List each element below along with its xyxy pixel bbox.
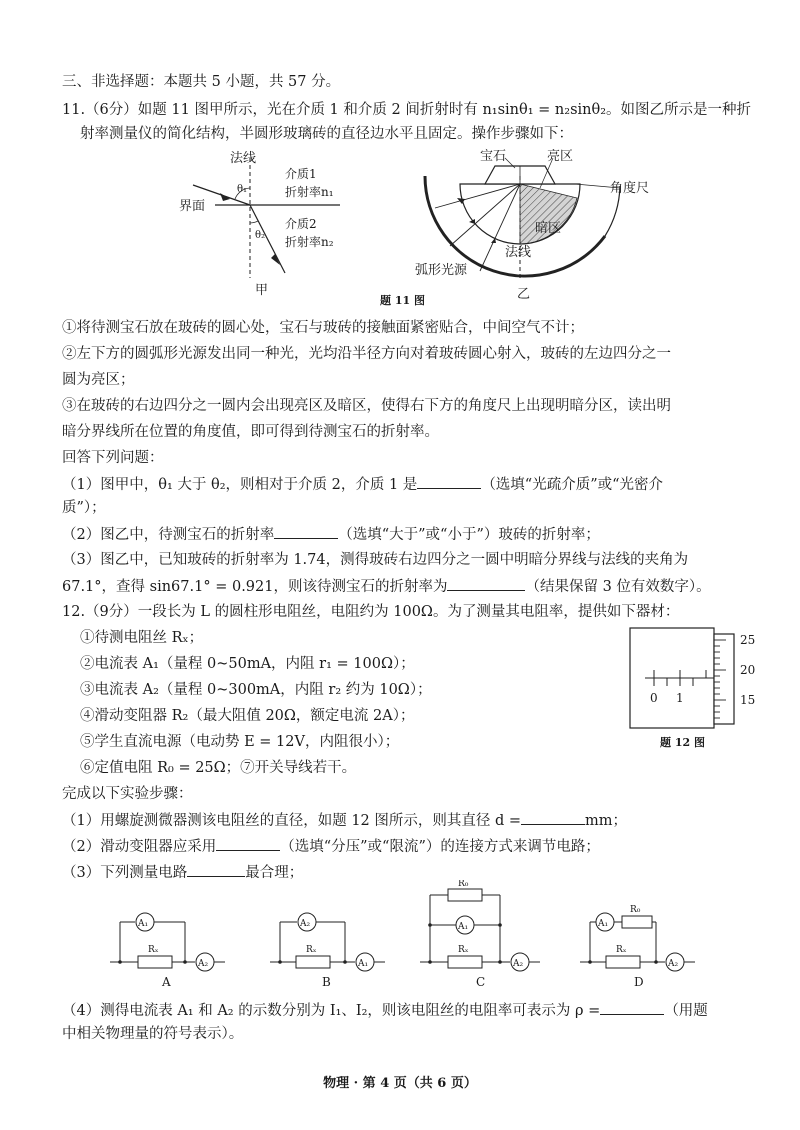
tick-25: 25 xyxy=(740,633,756,647)
q12-s4-text: （4）测得电流表 A₁ 和 A₂ 的示数分别为 I₁、I₂，则该电阻丝的电阻率可表示为 ρ = xyxy=(62,1003,601,1019)
fig-jia-normal-label: 法线 xyxy=(230,151,257,166)
q11-sub3: （3）图乙中，已知玻砖的折射率为 1.74，测得玻砖右边四分之一圆中明暗分界线与法线的夹角为 xyxy=(62,552,689,568)
page-footer: 物理 · 第 4 页（共 6 页） xyxy=(323,1076,477,1091)
q11-sub2-blank[interactable] xyxy=(274,524,338,539)
q11-sub1-text: （1）图甲中，θ₁ 大于 θ₂，则相对于介质 2，介质 1 是 xyxy=(62,477,418,493)
circuit-d-r0 xyxy=(622,916,652,928)
n2-label: 折射率n₂ xyxy=(285,235,334,249)
q12-s2-text: （2）滑动变阻器应采用 xyxy=(62,839,217,855)
circuit-d-label: D xyxy=(634,975,644,989)
q11-step-2: ②左下方的圆弧形光源发出同一种光，光均沿半径方向对着玻砖圆心射入，玻砖的左边四分之一 xyxy=(62,346,671,362)
q12-s1-text: （1）用螺旋测微器测该电阻丝的直径，如题 12 图所示，则其直径 d = xyxy=(62,813,522,829)
theta2-label: θ₂ xyxy=(255,230,266,241)
circuit-c xyxy=(420,880,540,989)
medium2-label: 介质2 xyxy=(285,217,317,231)
circuit-b-rx-label: Rₓ xyxy=(306,945,317,955)
section-header: 三、非选择题：本题共 5 小题，共 57 分。 xyxy=(62,74,341,90)
q11-sub1-text2: （选填“光疏介质”或“光密介 xyxy=(481,477,664,493)
circuit-d-a1-label: A₁ xyxy=(598,919,609,929)
q12-s1-unit: mm； xyxy=(585,813,628,829)
circuit-a xyxy=(110,913,225,989)
circuit-c-r0 xyxy=(448,889,482,901)
circuit-b-rx xyxy=(296,956,330,968)
q12-s1 xyxy=(62,810,627,831)
circuit-b xyxy=(270,913,385,989)
circuit-options xyxy=(100,880,740,1000)
circuit-c-rx-label: Rₓ xyxy=(458,945,469,955)
q11-step-1: ①将待测宝石放在玻砖的圆心处，宝石与玻砖的接触面紧密贴合，中间空气不计； xyxy=(62,320,584,336)
circuit-a-rx xyxy=(138,956,172,968)
q12-item-3: ③电流表 A₂（量程 0~300mA，内阻 r₂ 约为 10Ω）； xyxy=(80,682,432,698)
fig-jia-caption: 甲 xyxy=(255,283,269,298)
n1-label: 折射率n₁ xyxy=(285,185,334,199)
q11-sub3-cont xyxy=(62,576,711,597)
source-label: 弧形光源 xyxy=(415,263,468,278)
q12-item-6: ⑥定值电阻 R₀ = 25Ω；⑦开关导线若干。 xyxy=(80,760,357,776)
thimble xyxy=(714,634,734,724)
q12-s4-cont: 中相关物理量的符号表示）。 xyxy=(62,1026,244,1042)
q11-sub3-blank[interactable] xyxy=(447,576,525,591)
q11-line1: 11.（6分）如题 11 图甲所示，光在介质 1 和介质 2 间折射时有 n₁sinθ₁ = n₂sinθ₂。如图乙所示是一种折 xyxy=(62,102,752,118)
q11-sub2-text: （2）图乙中，待测宝石的折射率 xyxy=(62,527,275,543)
circuit-d-rx-label: Rₓ xyxy=(616,945,627,955)
q12-item-1: ①待测电阻丝 Rₓ； xyxy=(80,630,204,646)
q12-s1-blank[interactable] xyxy=(521,810,585,825)
circuit-b-a1-label: A₁ xyxy=(358,959,369,969)
fig11-caption: 题 11 图 xyxy=(380,294,425,307)
fig-jia-interface-label: 界面 xyxy=(179,199,206,214)
q12-s2-text2: （选填“分压”或“限流”）的连接方式来调节电路； xyxy=(280,839,600,855)
fig-jia xyxy=(175,148,375,298)
q11-sub2-text2: （选填“大于”或“小于”）玻砖的折射率； xyxy=(338,527,600,543)
q12-steps-intro: 完成以下实验步骤： xyxy=(62,786,193,802)
q11-sub1 xyxy=(62,474,663,495)
micrometer-figure xyxy=(620,620,780,750)
main-1: 1 xyxy=(676,691,684,705)
circuit-c-label: C xyxy=(476,975,486,989)
circuit-b-a2-label: A₂ xyxy=(300,919,311,929)
circuit-d-a2-label: A₂ xyxy=(668,959,679,969)
q11-sub3-text: 67.1°，查得 sin67.1° = 0.921，则该待测宝石的折射率为 xyxy=(62,579,448,595)
gem-label: 宝石 xyxy=(480,149,507,164)
yi-normal-label: 法线 xyxy=(505,245,532,260)
q12-item-2: ②电流表 A₁（量程 0~50mA，内阻 r₁ = 100Ω）； xyxy=(80,656,415,672)
q11-sub3-text2: （结果保留 3 位有效数字）。 xyxy=(525,579,711,595)
q12-s3-text: （3）下列测量电路 xyxy=(62,865,188,881)
q11-step-3b: 暗分界线所在位置的角度值，即可得到待测宝石的折射率。 xyxy=(62,424,439,440)
q12-s4-blank[interactable] xyxy=(600,1000,664,1015)
fig-yi xyxy=(405,146,665,306)
q11-sub1-cont: 质”）； xyxy=(62,500,106,516)
q12-s3-text2: 最合理； xyxy=(245,865,304,881)
q12-item-5: ⑤学生直流电源（电动势 E = 12V，内阻很小）； xyxy=(80,734,400,750)
circuit-c-rx xyxy=(448,956,482,968)
theta1-label: θ₁ xyxy=(237,184,248,195)
circuit-a-rx-label: Rₓ xyxy=(148,945,159,955)
fig12-caption: 题 12 图 xyxy=(660,736,705,749)
q11-step-3: ③在玻砖的右边四分之一圆内会出现亮区及暗区，使得右下方的角度尺上出现明暗分区，读出明 xyxy=(62,398,671,414)
main-0: 0 xyxy=(650,691,658,705)
protractor-label: 角度尺 xyxy=(610,181,650,196)
q12-s4 xyxy=(62,1000,708,1021)
fig-yi-caption: 乙 xyxy=(517,287,531,302)
q12-line1: 12.（9分）一段长为 L 的圆柱形电阻丝，电阻约为 100Ω。为了测量其电阻率，提供如下器材： xyxy=(62,604,680,620)
circuit-a-a1-label: A₁ xyxy=(138,919,149,929)
circuit-c-r0-label: R₀ xyxy=(458,880,469,889)
circuit-d xyxy=(580,905,695,989)
q12-item-4: ④滑动变阻器 R₂（最大阻值 20Ω，额定电流 2A）； xyxy=(80,708,415,724)
bright-label: 亮区 xyxy=(547,149,574,164)
circuit-a-a2-label: A₂ xyxy=(198,959,209,969)
tick-15: 15 xyxy=(740,693,756,707)
q11-line2: 射率测量仪的简化结构，半圆形玻璃砖的直径边水平且固定。操作步骤如下： xyxy=(80,126,573,142)
circuit-c-a1-label: A₁ xyxy=(458,922,469,932)
q12-s4-text2: （用题 xyxy=(664,1003,708,1019)
q12-s2 xyxy=(62,836,600,857)
circuit-a-label: A xyxy=(162,975,171,989)
q12-s2-blank[interactable] xyxy=(216,836,280,851)
q11-sub1-blank[interactable] xyxy=(417,474,481,489)
q11-answer-intro: 回答下列问题： xyxy=(62,450,164,466)
circuit-d-r0-label: R₀ xyxy=(630,905,641,915)
circuit-b-label: B xyxy=(322,975,331,989)
tick-20: 20 xyxy=(740,663,756,677)
medium1-label: 介质1 xyxy=(285,167,317,181)
dark-label: 暗区 xyxy=(535,221,562,236)
circuit-c-a2-label: A₂ xyxy=(513,959,524,969)
q11-sub2 xyxy=(62,524,600,545)
circuit-d-rx xyxy=(606,956,640,968)
q11-step-2b: 圆为亮区； xyxy=(62,372,135,388)
q12-s3-blank[interactable] xyxy=(187,862,245,877)
